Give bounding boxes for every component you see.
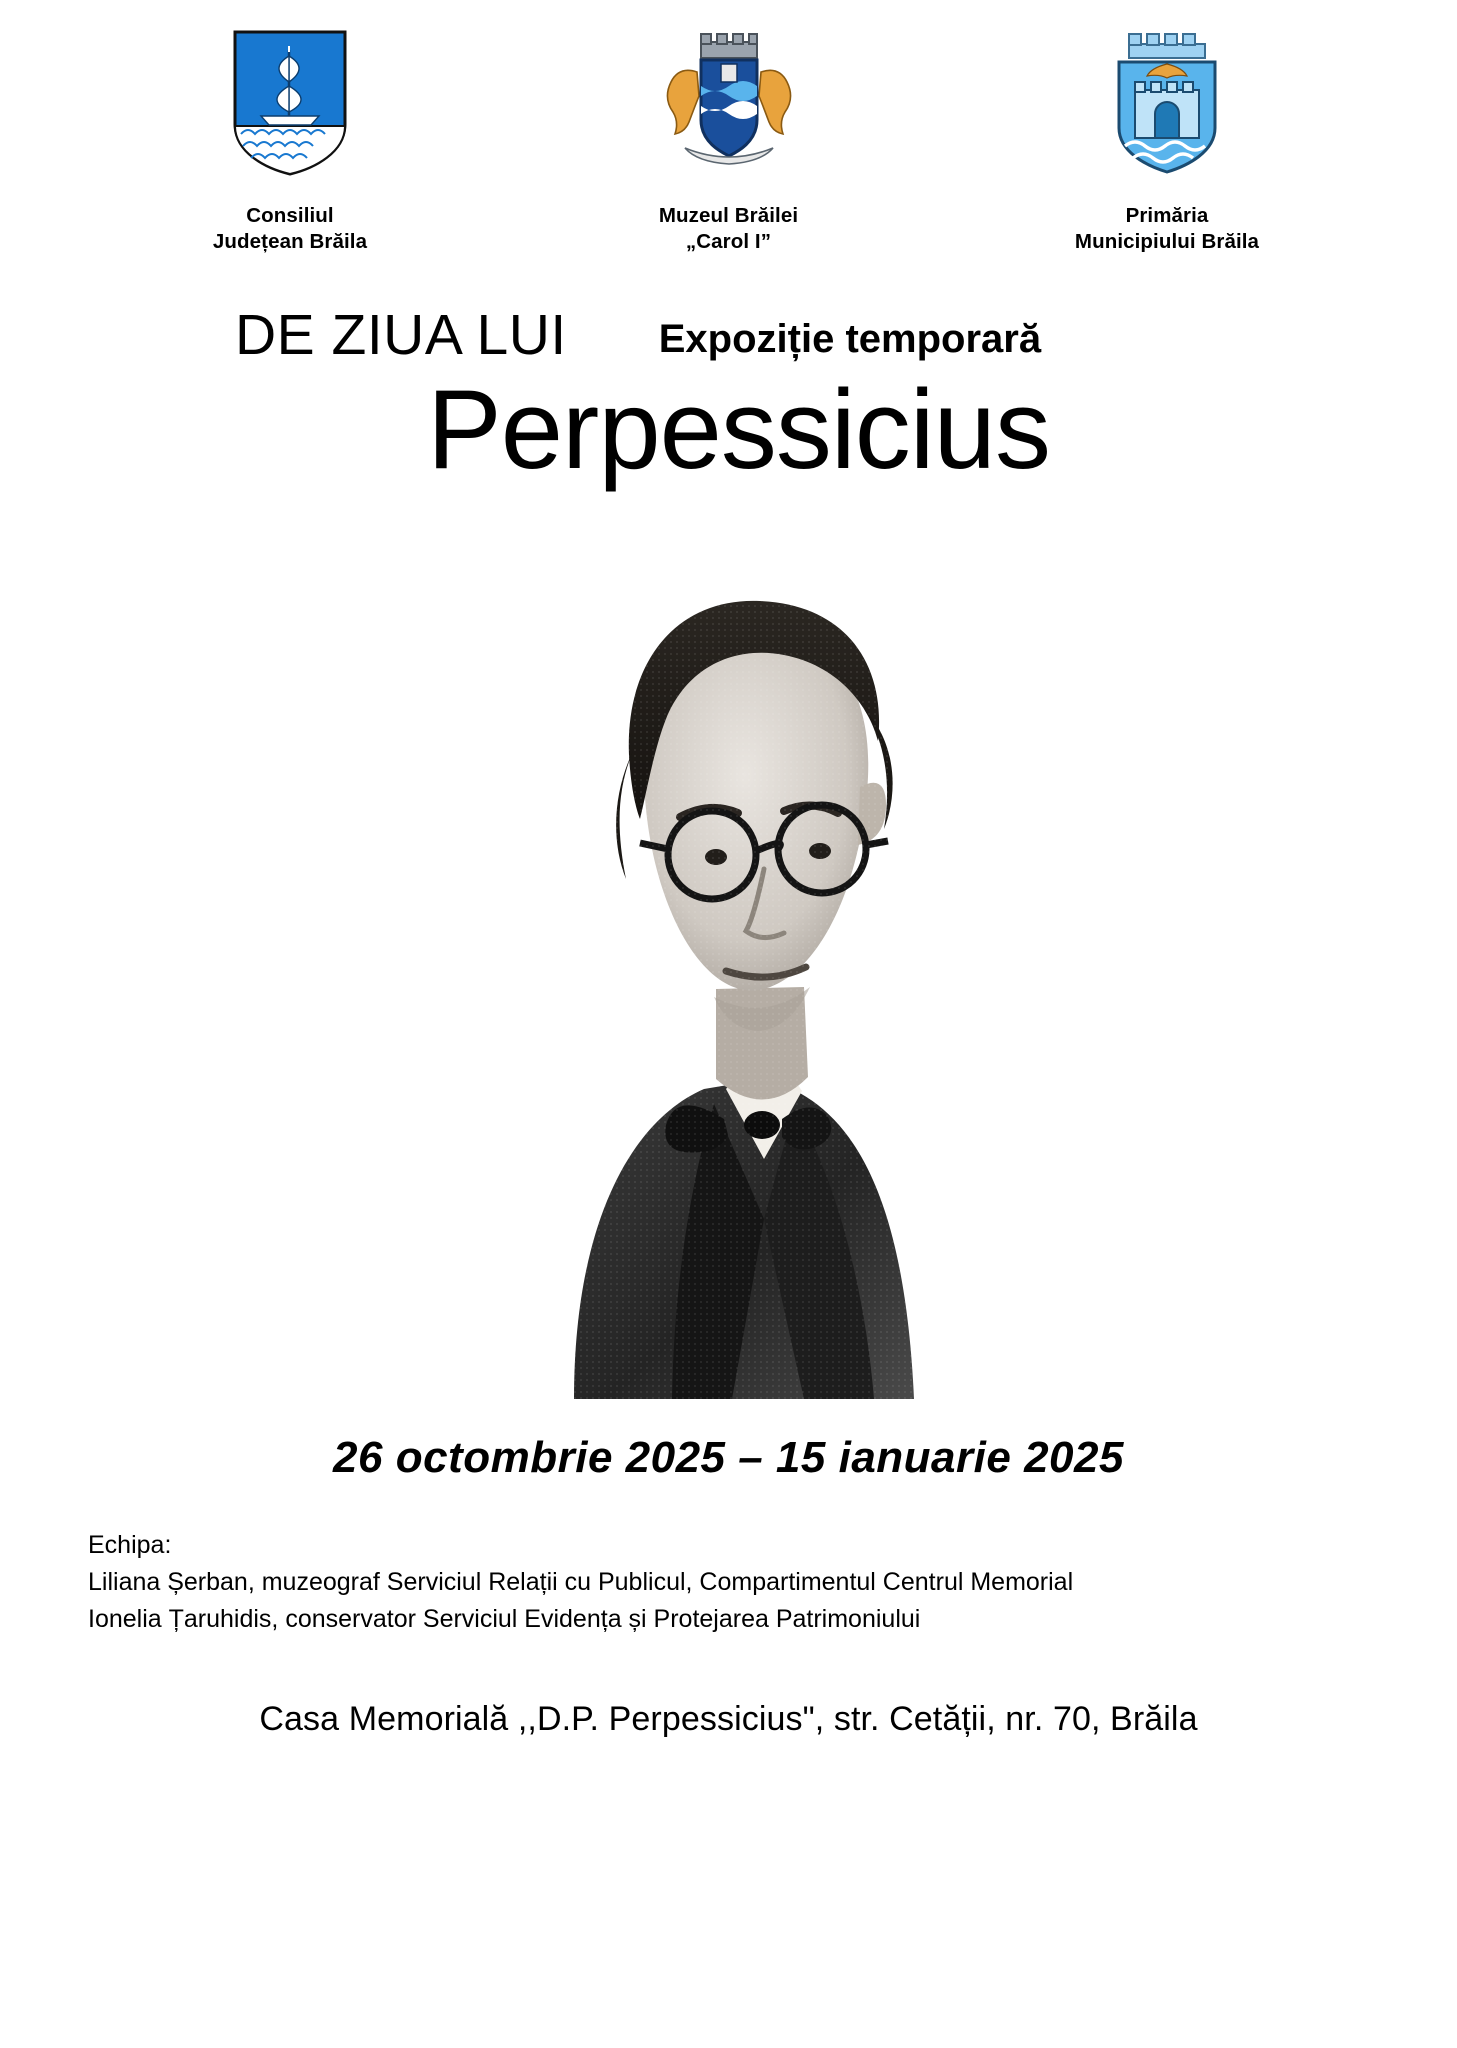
title-area <box>0 303 1457 493</box>
coat-of-arms-braila-county-icon <box>231 28 349 193</box>
crest-caption-city-line2: Municipiului Brăila <box>1074 230 1260 254</box>
title-first-line <box>110 303 1347 368</box>
crest-block-city <box>997 28 1337 255</box>
credits-line-2: Ionelia Țaruhidis, conservator Serviciul Evidența și Protejarea Patrimoniului <box>88 1605 921 1634</box>
portrait-photo <box>464 519 994 1399</box>
coat-of-arms-museum-carol-i-icon <box>649 28 809 193</box>
credits-block <box>0 1527 1457 1638</box>
credits-label: Echipa: <box>88 1531 172 1560</box>
crest-caption-museum-line2: „Carol I” <box>685 230 772 254</box>
title-kicker: DE ZIUA LUI <box>235 303 567 368</box>
venue-address: Casa Memorială ,,D.P. Perpessicius", str. Cetății, nr. 70, Brăila <box>259 1700 1198 1739</box>
portrait-container <box>0 519 1457 1399</box>
crest-caption-city-line1: Primăria <box>1125 204 1209 227</box>
crest-caption-county <box>213 203 367 255</box>
crest-caption-county-line1: Consiliul <box>246 204 334 227</box>
exhibition-dates: 26 octombrie 2025 – 15 ianuarie 2025 <box>333 1433 1124 1483</box>
page-title: Perpessicius <box>427 367 1050 493</box>
crest-caption-museum <box>659 203 798 255</box>
credits-line-1: Liliana Șerban, muzeograf Serviciul Relații cu Publicul, Compartimentul Centrul Memorial <box>88 1568 1074 1597</box>
crest-header <box>0 0 1457 255</box>
crest-caption-museum-line1: Muzeul Brăilei <box>658 204 799 227</box>
crest-caption-city <box>1075 203 1259 255</box>
coat-of-arms-braila-city-icon <box>1107 28 1227 193</box>
exhibition-type-badge: Expoziție temporară <box>658 317 1042 362</box>
crest-block-museum <box>559 28 899 255</box>
crest-block-county <box>120 28 460 255</box>
crest-caption-county-line2: Județean Brăila <box>212 230 368 254</box>
